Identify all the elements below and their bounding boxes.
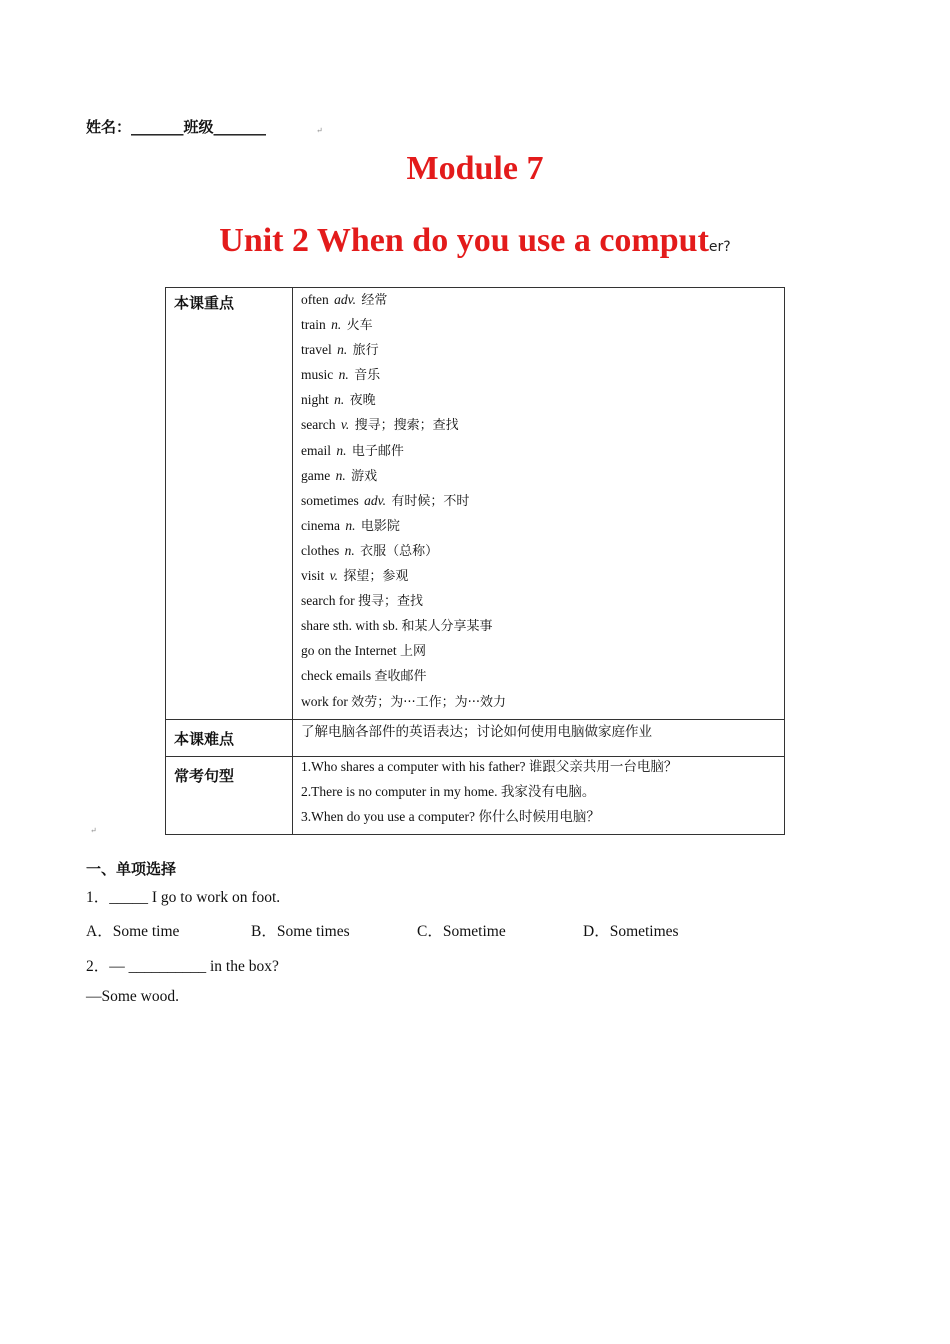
difficulties-row — [166, 719, 785, 756]
vocab-item — [301, 415, 776, 440]
question-2: 2．— __________ in the box? — [86, 958, 279, 975]
vocab-pos: n. — [345, 517, 356, 533]
vocab-meaning: 音乐 — [354, 368, 381, 384]
vocab-pos: adv. — [364, 492, 386, 508]
q1-option-c[interactable]: C．Sometime — [417, 923, 506, 940]
lesson-summary-table — [165, 287, 785, 835]
vocab-meaning: 夜晚 — [349, 393, 376, 409]
vocab-word: clothes — [301, 542, 340, 558]
unit-title — [0, 222, 950, 260]
vocab-word: go on the Internet — [301, 643, 397, 659]
q1-option-b[interactable]: B．Some times — [251, 923, 350, 940]
vocab-pos: n. — [338, 367, 349, 383]
vocab-pos: v. — [340, 417, 350, 433]
vocab-word: night — [301, 392, 329, 408]
vocab-word: train — [301, 317, 326, 333]
vocab-item — [301, 441, 776, 466]
unit-title-main: Unit 2 When do you use a comput — [219, 222, 709, 259]
vocab-meaning: 电影院 — [360, 518, 400, 534]
vocab-item — [301, 666, 776, 691]
vocab-pos: n. — [334, 392, 345, 408]
name-label: 姓名： — [86, 118, 132, 136]
vocab-pos: n. — [331, 317, 342, 333]
class-label: 班级 — [183, 118, 214, 136]
class-blank[interactable]: _______ — [213, 118, 267, 136]
vocab-word: travel — [301, 342, 332, 358]
vocab-meaning: 查收邮件 — [374, 669, 427, 685]
vocab-word: sometimes — [301, 492, 359, 508]
vocab-word: share sth. with sb. — [301, 618, 399, 634]
name-blank[interactable]: _______ — [131, 118, 184, 136]
sentences-list — [293, 756, 785, 834]
vocab-pos: adv. — [334, 292, 356, 307]
difficulties-label: 本课难点 — [166, 719, 293, 756]
key-points-row — [166, 288, 785, 720]
vocab-word: search for — [301, 593, 355, 609]
vocab-pos: n. — [335, 467, 346, 483]
vocab-pos: n. — [344, 542, 355, 558]
vocab-word: work for — [301, 693, 348, 709]
vocab-item — [301, 491, 776, 516]
vocab-meaning: 衣服（总称） — [360, 543, 439, 559]
vocab-item — [301, 566, 776, 591]
vocab-meaning: 搜寻；查找 — [357, 594, 423, 610]
vocab-meaning: 旅行 — [352, 343, 379, 359]
key-points-label: 本课重点 — [166, 288, 293, 720]
sentence-item: 2.There is no computer in my home. 我家没有电脑。 — [301, 783, 596, 799]
section-title: 一、单项选择 — [86, 860, 177, 878]
unit-title-tail: er? — [708, 239, 731, 255]
vocab-word: visit — [301, 568, 325, 584]
vocab-meaning: 电子邮件 — [351, 443, 404, 459]
vocab-word: cinema — [301, 517, 340, 533]
question-2-answer: —Some wood. — [86, 988, 179, 1005]
vocab-meaning: 上网 — [399, 644, 426, 660]
vocab-meaning: 探望；参观 — [343, 569, 409, 585]
vocab-item — [301, 365, 776, 390]
vocab-item — [301, 616, 776, 641]
paragraph-mark: ↵ — [90, 826, 97, 835]
sentence-item: 1.Who shares a computer with his father? 谁跟父亲共用一台电脑？ — [301, 758, 678, 774]
paragraph-mark: ↵ — [316, 126, 323, 135]
vocab-word: music — [301, 367, 334, 383]
vocab-item — [301, 340, 776, 365]
vocab-item — [301, 641, 776, 666]
vocab-meaning: 火车 — [346, 318, 373, 334]
vocab-item — [301, 541, 776, 566]
vocab-item — [301, 516, 776, 541]
vocab-word: game — [301, 467, 331, 483]
vocab-word: search — [301, 417, 336, 433]
sentences-row — [166, 756, 785, 834]
q1-option-d[interactable]: D．Sometimes — [583, 923, 679, 940]
vocab-meaning: 搜寻；搜索；查找 — [354, 418, 459, 434]
name-class-line — [86, 116, 266, 137]
vocab-word: check emails — [301, 668, 372, 684]
vocab-item — [301, 692, 776, 717]
key-points-vocab — [293, 288, 785, 720]
vocab-item — [301, 591, 776, 616]
vocab-pos: v. — [329, 568, 339, 584]
vocab-pos: n. — [336, 442, 347, 458]
difficulties-text: 了解电脑各部件的英语表达；讨论如何使用电脑做家庭作业 — [293, 719, 785, 756]
vocab-item — [301, 290, 776, 315]
question-1: 1．_____ I go to work on foot. — [86, 889, 281, 906]
vocab-meaning: 有时候；不时 — [391, 493, 470, 509]
vocab-item — [301, 390, 776, 415]
vocab-meaning: 效劳；为···工作；为···效力 — [351, 694, 507, 710]
vocab-item — [301, 315, 776, 340]
vocab-meaning: 经常 — [361, 293, 388, 308]
sentence-item: 3.When do you use a computer? 你什么时候用电脑？ — [301, 808, 600, 824]
vocab-word: email — [301, 442, 331, 458]
vocab-meaning: 游戏 — [351, 468, 378, 484]
vocab-item — [301, 466, 776, 491]
module-title: Module 7 — [406, 150, 544, 187]
vocab-word: often — [301, 292, 329, 307]
vocab-meaning: 和某人分享某事 — [401, 619, 493, 635]
q1-option-a[interactable]: A．Some time — [86, 923, 180, 940]
sentences-label: 常考句型 — [166, 756, 293, 834]
vocab-pos: n. — [337, 342, 348, 358]
